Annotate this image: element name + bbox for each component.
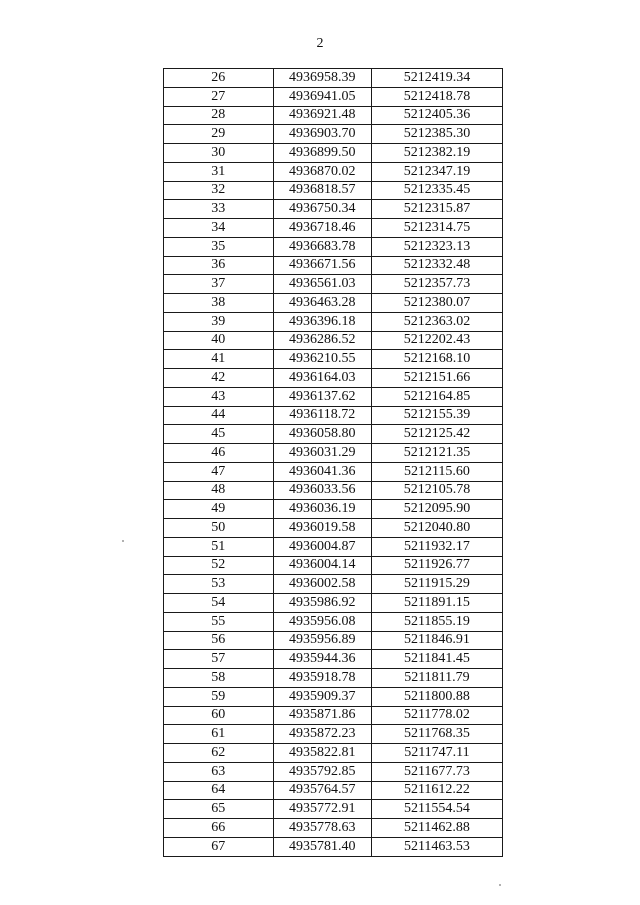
x-coordinate-cell: 4935956.89	[273, 631, 371, 650]
table-row	[164, 594, 503, 613]
table-row	[164, 387, 503, 406]
point-number-cell: 52	[164, 556, 274, 575]
table-row	[164, 481, 503, 500]
scan-speck	[122, 540, 124, 542]
point-number-cell: 43	[164, 387, 274, 406]
y-coordinate-cell: 5212121.35	[371, 444, 502, 463]
table-row	[164, 819, 503, 838]
coordinates-table-body	[164, 69, 503, 857]
table-row	[164, 631, 503, 650]
y-coordinate-cell: 5211841.45	[371, 650, 502, 669]
x-coordinate-cell: 4936286.52	[273, 331, 371, 350]
table-row	[164, 106, 503, 125]
x-coordinate-cell: 4936396.18	[273, 312, 371, 331]
point-number-cell: 30	[164, 144, 274, 163]
point-number-cell: 32	[164, 181, 274, 200]
table-row	[164, 181, 503, 200]
table-row	[164, 744, 503, 763]
y-coordinate-cell: 5211463.53	[371, 837, 502, 856]
x-coordinate-cell: 4936921.48	[273, 106, 371, 125]
x-coordinate-cell: 4936002.58	[273, 575, 371, 594]
point-number-cell: 37	[164, 275, 274, 294]
table-row	[164, 312, 503, 331]
x-coordinate-cell: 4935781.40	[273, 837, 371, 856]
point-number-cell: 26	[164, 69, 274, 88]
x-coordinate-cell: 4935764.57	[273, 781, 371, 800]
point-number-cell: 54	[164, 594, 274, 613]
point-number-cell: 48	[164, 481, 274, 500]
y-coordinate-cell: 5212323.13	[371, 237, 502, 256]
y-coordinate-cell: 5211915.29	[371, 575, 502, 594]
x-coordinate-cell: 4935918.78	[273, 669, 371, 688]
page-number: 2	[316, 36, 324, 51]
y-coordinate-cell: 5212040.80	[371, 519, 502, 538]
point-number-cell: 27	[164, 87, 274, 106]
x-coordinate-cell: 4936718.46	[273, 219, 371, 238]
x-coordinate-cell: 4936164.03	[273, 369, 371, 388]
table-row	[164, 650, 503, 669]
table-row	[164, 256, 503, 275]
x-coordinate-cell: 4936019.58	[273, 519, 371, 538]
point-number-cell: 41	[164, 350, 274, 369]
point-number-cell: 66	[164, 819, 274, 838]
table-row	[164, 706, 503, 725]
y-coordinate-cell: 5212164.85	[371, 387, 502, 406]
point-number-cell: 60	[164, 706, 274, 725]
table-row	[164, 519, 503, 538]
y-coordinate-cell: 5211932.17	[371, 537, 502, 556]
table-row	[164, 537, 503, 556]
y-coordinate-cell: 5212385.30	[371, 125, 502, 144]
point-number-cell: 56	[164, 631, 274, 650]
point-number-cell: 31	[164, 162, 274, 181]
point-number-cell: 39	[164, 312, 274, 331]
y-coordinate-cell: 5212314.75	[371, 219, 502, 238]
y-coordinate-cell: 5212315.87	[371, 200, 502, 219]
y-coordinate-cell: 5211855.19	[371, 612, 502, 631]
table-row	[164, 462, 503, 481]
y-coordinate-cell: 5211462.88	[371, 819, 502, 838]
x-coordinate-cell: 4936058.80	[273, 425, 371, 444]
table-row	[164, 219, 503, 238]
table-row	[164, 425, 503, 444]
table-row	[164, 687, 503, 706]
table-row	[164, 781, 503, 800]
x-coordinate-cell: 4935871.86	[273, 706, 371, 725]
x-coordinate-cell: 4936118.72	[273, 406, 371, 425]
table-row	[164, 87, 503, 106]
y-coordinate-cell: 5212347.19	[371, 162, 502, 181]
y-coordinate-cell: 5211612.22	[371, 781, 502, 800]
point-number-cell: 51	[164, 537, 274, 556]
point-number-cell: 55	[164, 612, 274, 631]
x-coordinate-cell: 4935792.85	[273, 762, 371, 781]
point-number-cell: 58	[164, 669, 274, 688]
table-row	[164, 275, 503, 294]
y-coordinate-cell: 5211891.15	[371, 594, 502, 613]
x-coordinate-cell: 4936750.34	[273, 200, 371, 219]
y-coordinate-cell: 5211800.88	[371, 687, 502, 706]
point-number-cell: 33	[164, 200, 274, 219]
y-coordinate-cell: 5212380.07	[371, 294, 502, 313]
x-coordinate-cell: 4936210.55	[273, 350, 371, 369]
y-coordinate-cell: 5212105.78	[371, 481, 502, 500]
table-row	[164, 69, 503, 88]
point-number-cell: 36	[164, 256, 274, 275]
table-row	[164, 556, 503, 575]
x-coordinate-cell: 4935909.37	[273, 687, 371, 706]
table-row	[164, 500, 503, 519]
y-coordinate-cell: 5212418.78	[371, 87, 502, 106]
x-coordinate-cell: 4936031.29	[273, 444, 371, 463]
point-number-cell: 28	[164, 106, 274, 125]
table-row	[164, 406, 503, 425]
y-coordinate-cell: 5212151.66	[371, 369, 502, 388]
table-row	[164, 444, 503, 463]
point-number-cell: 65	[164, 800, 274, 819]
y-coordinate-cell: 5211778.02	[371, 706, 502, 725]
x-coordinate-cell: 4935772.91	[273, 800, 371, 819]
point-number-cell: 64	[164, 781, 274, 800]
y-coordinate-cell: 5212405.36	[371, 106, 502, 125]
point-number-cell: 34	[164, 219, 274, 238]
x-coordinate-cell: 4936561.03	[273, 275, 371, 294]
y-coordinate-cell: 5212332.48	[371, 256, 502, 275]
table-row	[164, 162, 503, 181]
table-row	[164, 294, 503, 313]
x-coordinate-cell: 4935822.81	[273, 744, 371, 763]
table-row	[164, 144, 503, 163]
y-coordinate-cell: 5212168.10	[371, 350, 502, 369]
table-row	[164, 125, 503, 144]
table-row	[164, 350, 503, 369]
y-coordinate-cell: 5211926.77	[371, 556, 502, 575]
table-row	[164, 612, 503, 631]
y-coordinate-cell: 5211677.73	[371, 762, 502, 781]
y-coordinate-cell: 5211554.54	[371, 800, 502, 819]
point-number-cell: 50	[164, 519, 274, 538]
y-coordinate-cell: 5212357.73	[371, 275, 502, 294]
point-number-cell: 59	[164, 687, 274, 706]
y-coordinate-cell: 5212115.60	[371, 462, 502, 481]
point-number-cell: 53	[164, 575, 274, 594]
table-row	[164, 369, 503, 388]
table-row	[164, 575, 503, 594]
x-coordinate-cell: 4936899.50	[273, 144, 371, 163]
x-coordinate-cell: 4936941.05	[273, 87, 371, 106]
y-coordinate-cell: 5211768.35	[371, 725, 502, 744]
y-coordinate-cell: 5212125.42	[371, 425, 502, 444]
y-coordinate-cell: 5212419.34	[371, 69, 502, 88]
x-coordinate-cell: 4936463.28	[273, 294, 371, 313]
point-number-cell: 62	[164, 744, 274, 763]
x-coordinate-cell: 4936903.70	[273, 125, 371, 144]
point-number-cell: 40	[164, 331, 274, 350]
x-coordinate-cell: 4936958.39	[273, 69, 371, 88]
x-coordinate-cell: 4935944.36	[273, 650, 371, 669]
table-row	[164, 200, 503, 219]
x-coordinate-cell: 4935778.63	[273, 819, 371, 838]
table-row	[164, 762, 503, 781]
x-coordinate-cell: 4936671.56	[273, 256, 371, 275]
table-row	[164, 837, 503, 856]
point-number-cell: 46	[164, 444, 274, 463]
x-coordinate-cell: 4936036.19	[273, 500, 371, 519]
x-coordinate-cell: 4936870.02	[273, 162, 371, 181]
point-number-cell: 63	[164, 762, 274, 781]
point-number-cell: 42	[164, 369, 274, 388]
x-coordinate-cell: 4935872.23	[273, 725, 371, 744]
y-coordinate-cell: 5212363.02	[371, 312, 502, 331]
y-coordinate-cell: 5212382.19	[371, 144, 502, 163]
x-coordinate-cell: 4935986.92	[273, 594, 371, 613]
y-coordinate-cell: 5211747.11	[371, 744, 502, 763]
table-row	[164, 237, 503, 256]
point-number-cell: 61	[164, 725, 274, 744]
table-row	[164, 331, 503, 350]
y-coordinate-cell: 5211846.91	[371, 631, 502, 650]
coordinates-table	[163, 68, 503, 857]
x-coordinate-cell: 4936004.87	[273, 537, 371, 556]
x-coordinate-cell: 4936818.57	[273, 181, 371, 200]
point-number-cell: 49	[164, 500, 274, 519]
x-coordinate-cell: 4935956.08	[273, 612, 371, 631]
point-number-cell: 45	[164, 425, 274, 444]
x-coordinate-cell: 4936041.36	[273, 462, 371, 481]
scan-speck	[499, 884, 501, 886]
point-number-cell: 29	[164, 125, 274, 144]
x-coordinate-cell: 4936683.78	[273, 237, 371, 256]
point-number-cell: 35	[164, 237, 274, 256]
y-coordinate-cell: 5211811.79	[371, 669, 502, 688]
table-row	[164, 800, 503, 819]
table-row	[164, 669, 503, 688]
y-coordinate-cell: 5212155.39	[371, 406, 502, 425]
y-coordinate-cell: 5212095.90	[371, 500, 502, 519]
x-coordinate-cell: 4936033.56	[273, 481, 371, 500]
y-coordinate-cell: 5212202.43	[371, 331, 502, 350]
x-coordinate-cell: 4936004.14	[273, 556, 371, 575]
point-number-cell: 57	[164, 650, 274, 669]
table-row	[164, 725, 503, 744]
point-number-cell: 38	[164, 294, 274, 313]
point-number-cell: 67	[164, 837, 274, 856]
x-coordinate-cell: 4936137.62	[273, 387, 371, 406]
point-number-cell: 47	[164, 462, 274, 481]
y-coordinate-cell: 5212335.45	[371, 181, 502, 200]
point-number-cell: 44	[164, 406, 274, 425]
